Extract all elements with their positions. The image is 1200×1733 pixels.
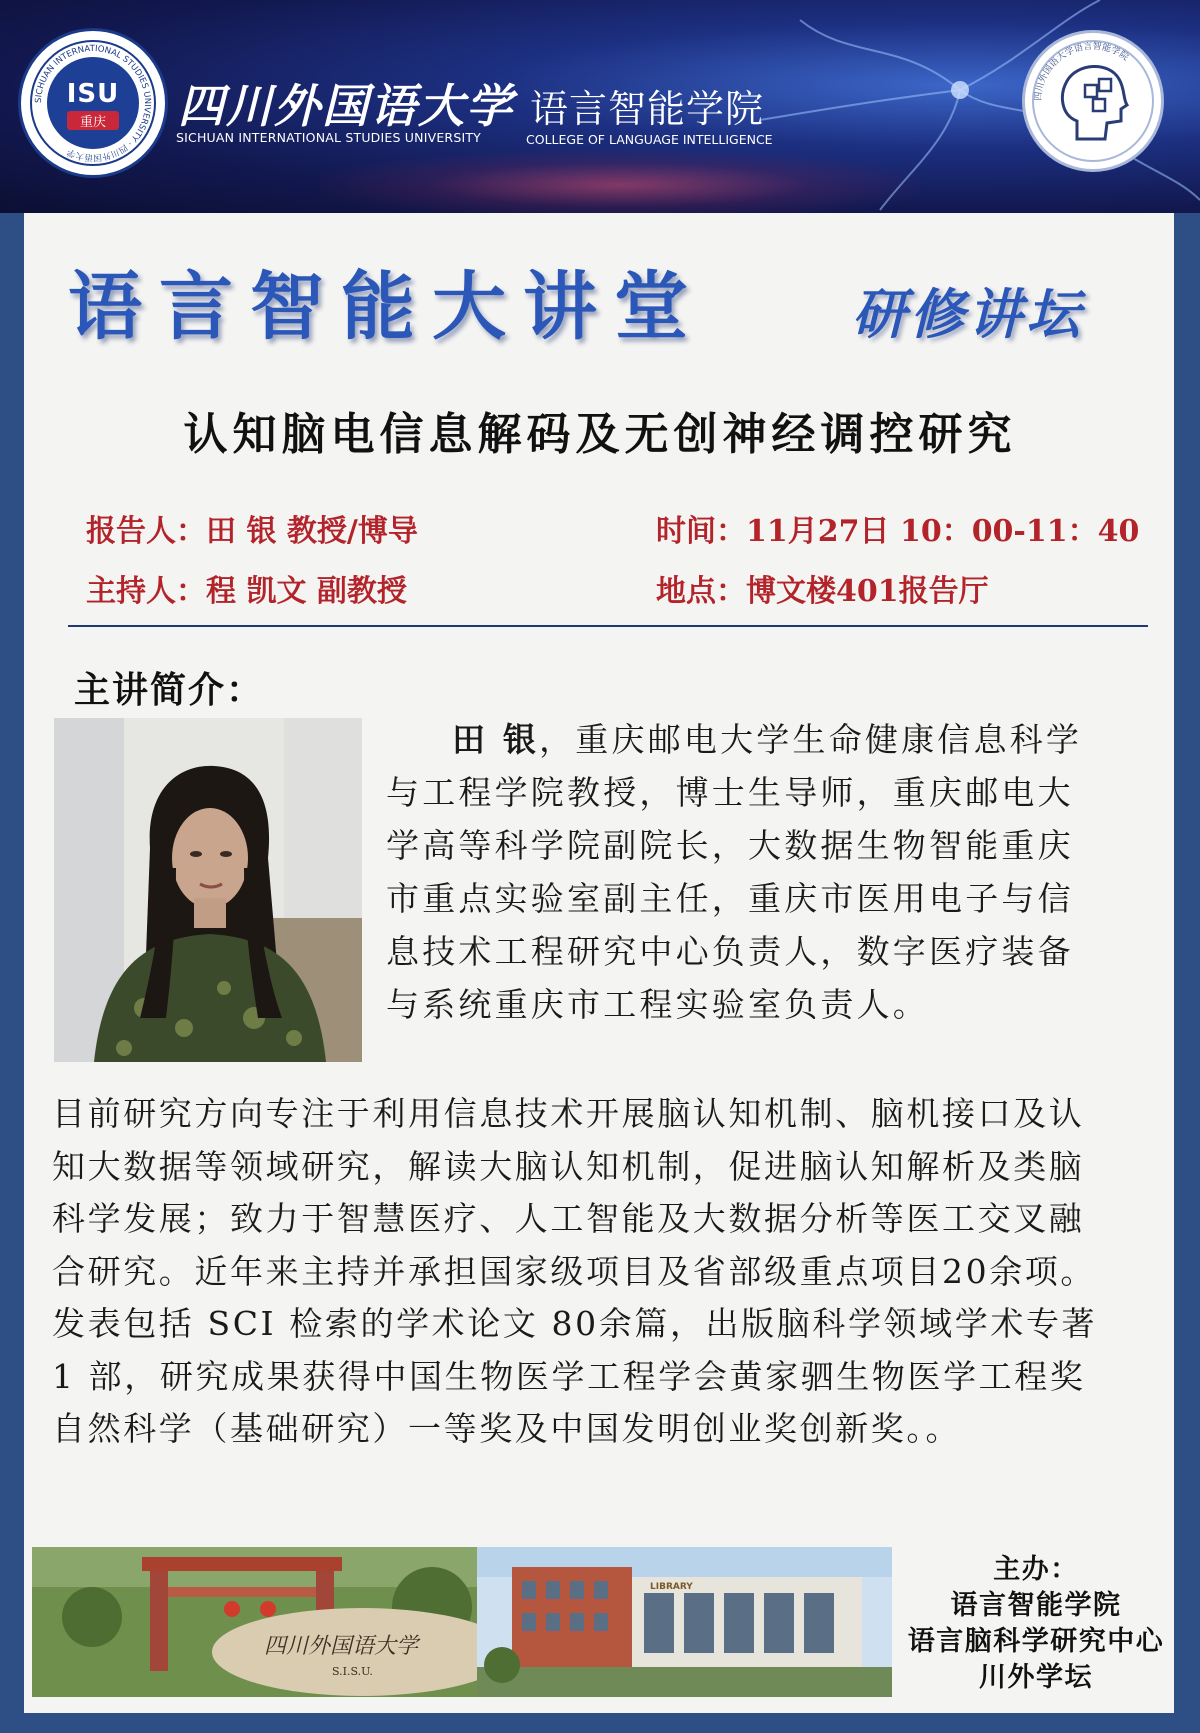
speaker-name: 田 银: [452, 720, 540, 759]
campus-photos: [32, 1547, 892, 1697]
stone-subtext: S.I.S.U.: [332, 1665, 373, 1678]
bio-second-paragraph: 目前研究方向专注于利用信息技术开展脑认知机制、脑机接口及认知大数据等领域研究，解读大脑认知机制，促进脑认知解析及类脑科学发展；致力于智慧医疗、人工智能及大数据分析等医工交叉融合研究。近年来主持并承担国家级项目及省部级重点项目20余项。发表包括 SCI 检索的学术论文 80余篇，出版脑科学领域学术专著 1 部，研究成果获得中国生物医学工程学会黄家驷生物医学工程奖自然科学（基础研究）一等奖及中国发明创业奖创新奖。。: [52, 1094, 1098, 1448]
forum-title: 语言智能大讲堂: [68, 264, 705, 350]
header-banner: [0, 0, 1200, 213]
organizers-label: 主办：: [993, 1554, 1079, 1585]
talk-title: 认知脑电信息解码及无创神经调控研究: [183, 409, 1017, 460]
venue-line: 地点：博文楼401报告厅: [656, 574, 989, 609]
bio-first-paragraph: [386, 713, 1106, 1031]
university-name-en: SICHUAN INTERNATIONAL STUDIES UNIVERSITY: [176, 130, 482, 145]
organizer-forum: 川外学坛: [979, 1662, 1093, 1693]
college-name-cn: 语言智能学院: [530, 87, 765, 131]
stone-inscription: 四川外国语大学: [264, 1634, 419, 1659]
speaker-line: 报告人：田 银 教授/博导: [86, 514, 418, 549]
brain-head-icon: [1047, 55, 1139, 147]
college-name-en: COLLEGE OF LANGUAGE INTELLIGENCE: [526, 132, 773, 147]
time-line: 时间：11月27日 10：00-11：40: [656, 514, 1140, 549]
seal-city: 重庆: [67, 111, 119, 130]
organizers-block: [888, 1552, 1184, 1696]
college-seal: [1022, 30, 1164, 172]
intro-heading: 主讲简介：: [74, 669, 265, 711]
forum-subtitle: 研修讲坛: [852, 282, 1084, 346]
seal-left-ring-text: SICHUAN INTERNATIONAL STUDIES UNIVERSITY · 四川外国语大学: [33, 43, 153, 163]
seal-badge: ISU: [66, 79, 120, 109]
bio-first-text: ，重庆邮电大学生命健康信息科学与工程学院教授，博士生导师，重庆邮电大学高等科学院副院长，大数据生物智能重庆市重点实验室副主任，重庆市医用电子与信息技术工程研究中心负责人，数字医疗装备与系统重庆市工程实验室负责人。: [386, 720, 1083, 1024]
speaker-photo: [54, 718, 362, 1062]
campus-illustration: [32, 1547, 892, 1697]
speaker-portrait: [54, 718, 362, 1062]
seal-center: [47, 57, 139, 149]
seal-right-ring-text: 四川外国语大学语言智能学院: [1033, 41, 1131, 102]
organizer-college: 语言智能学院: [950, 1590, 1122, 1621]
organizer-center: 语言脑科学研究中心: [907, 1626, 1165, 1657]
university-seal: [18, 28, 168, 178]
library-sign: LIBRARY: [650, 1582, 693, 1592]
host-line: 主持人：程 凯文 副教授: [86, 574, 407, 609]
divider: [68, 625, 1148, 627]
university-name-cn: 四川外国语大学: [178, 79, 514, 133]
